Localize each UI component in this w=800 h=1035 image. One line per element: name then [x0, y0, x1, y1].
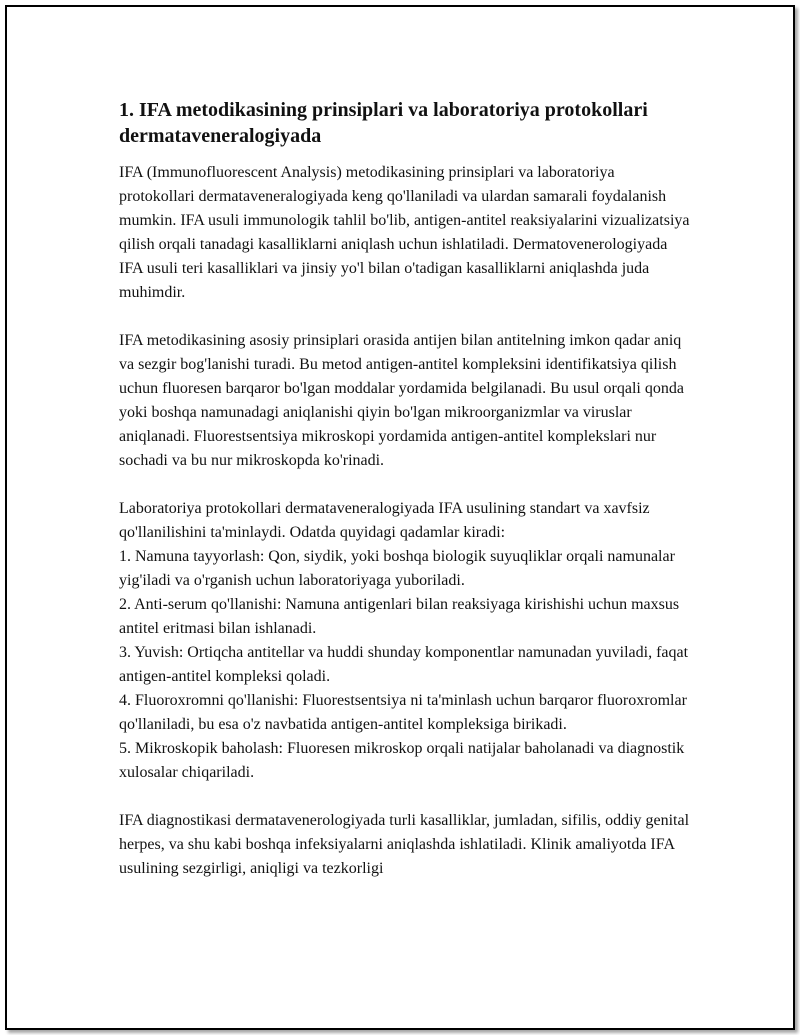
protocol-step-3: 3. Yuvish: Ortiqcha antitellar va huddi shunday komponentlar namunadan yuviladi, faqat antigen-antitel kompleksi qoladi.: [119, 644, 689, 685]
document-content: [119, 97, 691, 881]
paragraph-intro: IFA (Immunofluorescent Analysis) metodikasining prinsiplari va laboratoriya protokollari dermataveneralogiyada keng qo'llaniladi va ulardan samarali foydalanish mumkin. IFA usuli immunologik tahlil bo'lib, antigen-antitel reaksiyalarini vizualizatsiya qilish orqali tanadagi kasalliklarni aniqlash uchun ishlatiladi. Dermatovenerologiyada IFA usuli teri kasalliklari va jinsiy yo'l bilan o'tadigan kasalliklarni aniqlashda juda muhimdir.: [119, 164, 690, 301]
document-page: [5, 5, 795, 1030]
protocol-block: [119, 497, 691, 785]
paragraph-principles: IFA metodikasining asosiy prinsiplari orasida antijen bilan antitelning imkon qadar aniq va sezgir bog'lanishi turadi. Bu metod antigen-antitel kompleksini identifikatsiya qilish uchun fluoresen barqaror bo'lgan moddalar yordamida belgilanadi. Bu usul orqali qonda yoki boshqa namunadagi aniqlanishi qiyin bo'lgan mikroorganizmlar va viruslar aniqlanadi. Fluorestsentsiya mikroskopi yordamida antigen-antitel komplekslari nur sochadi va bu nur mikroskopda ko'rinadi.: [119, 332, 684, 469]
paragraph-closing: IFA diagnostikasi dermatavenerologiyada turli kasalliklar, jumladan, sifilis, oddiy genital herpes, va shu kabi boshqa infeksiyalarni aniqlashda ishlatiladi. Klinik amaliyotda IFA usulining sezgirligi, aniqligi va tezkorligi: [119, 812, 690, 877]
section-heading: 1. IFA metodikasining prinsiplari va laboratoriya protokollari dermataveneralogiyada: [119, 99, 648, 147]
protocol-step-5: 5. Mikroskopik baholash: Fluoresen mikroskop orqali natijalar baholanadi va diagnostik xulosalar chiqariladi.: [119, 740, 685, 781]
protocol-step-2: 2. Anti-serum qo'llanishi: Namuna antigenlari bilan reaksiyaga kirishishi uchun maxsus antitel eritmasi bilan ishlanadi.: [119, 596, 680, 637]
protocol-step-4: 4. Fluoroxromni qo'llanishi: Fluorestsentsiya ni ta'minlash uchun barqaror fluoroxromlar qo'llaniladi, bu esa o'z navbatida antigen-antitel kompleksiga birikadi.: [119, 692, 687, 733]
protocol-step-1: 1. Namuna tayyorlash: Qon, siydik, yoki boshqa biologik suyuqliklar orqali namunalar yig'iladi va o'rganish uchun laboratoriyaga yuboriladi.: [119, 548, 675, 589]
protocol-intro: Laboratoriya protokollari dermataveneralogiyada IFA usulining standart va xavfsiz qo'llanilishini ta'minlaydi. Odatda quyidagi qadamlar kiradi:: [119, 500, 650, 541]
